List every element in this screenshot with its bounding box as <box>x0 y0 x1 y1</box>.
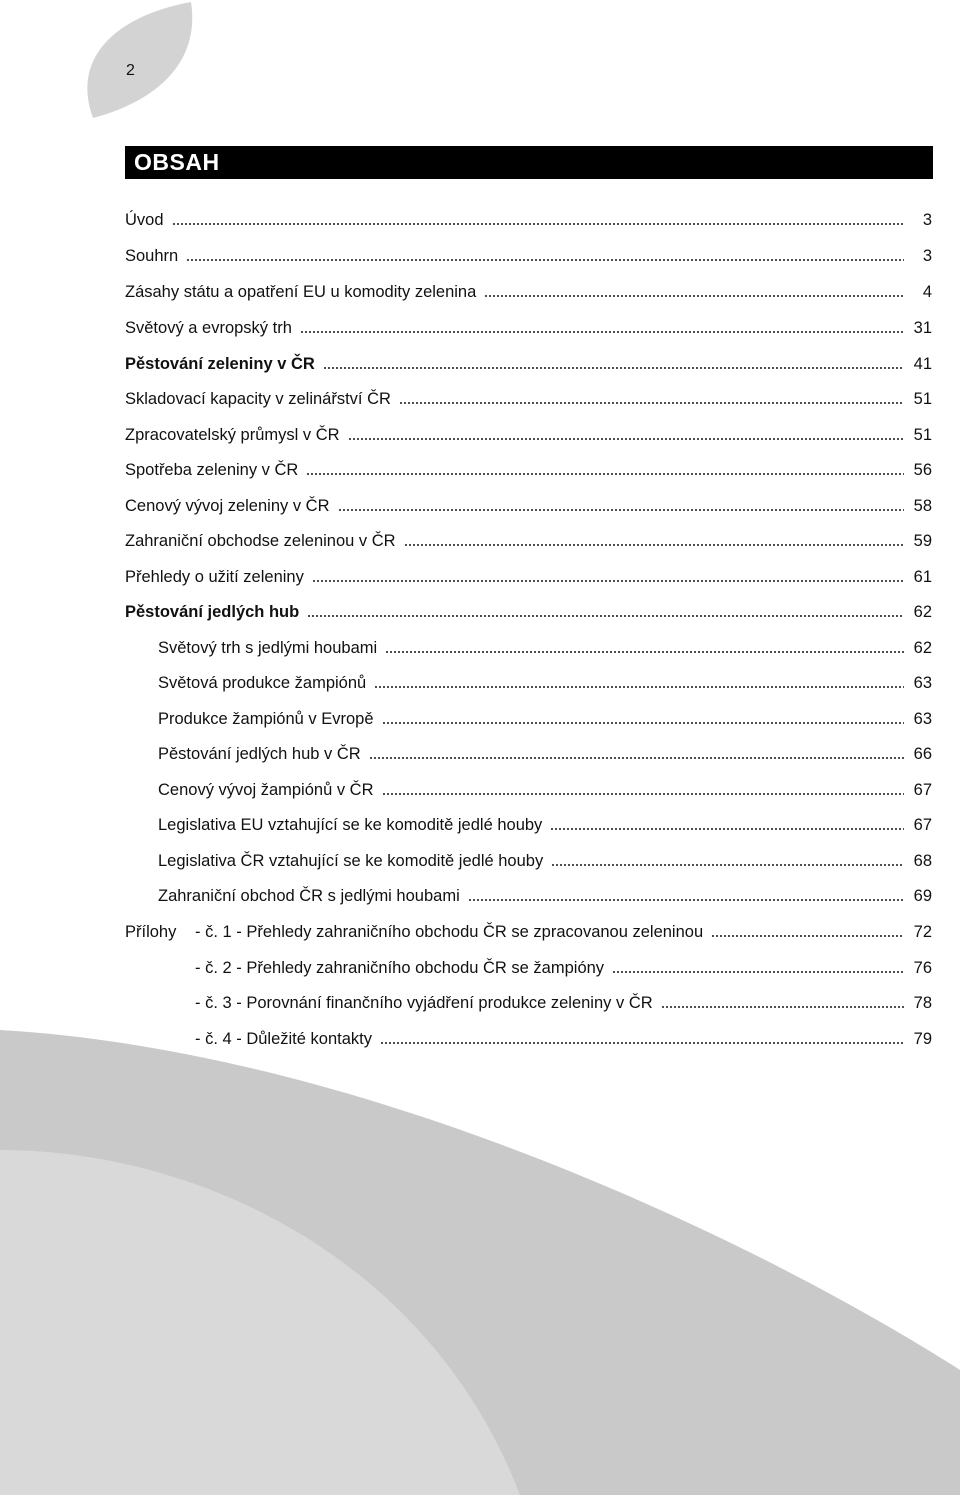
toc-entry-label: Světový trh s jedlými houbami <box>158 639 378 657</box>
toc-entry-label: - č. 2 - Přehledy zahraničního obchodu ČR se žampióny <box>195 959 605 977</box>
dot-leader <box>612 970 904 974</box>
page-number: 2 <box>126 62 135 79</box>
toc-subentry[interactable] <box>158 669 932 693</box>
dot-leader <box>551 863 904 867</box>
toc-entry-label: Zahraniční obchodse zeleninou v ČR <box>125 532 396 550</box>
toc-appendix-entry[interactable] <box>125 918 932 942</box>
toc-entry-label: Skladovací kapacity v zelinářství ČR <box>125 390 391 408</box>
toc-entry-label: Cenový vývoj žampiónů v ČR <box>158 781 374 799</box>
toc-entry-label: Přehledy o užití zeleniny <box>125 568 304 586</box>
toc-appendix-entry[interactable] <box>195 989 932 1013</box>
toc-entry[interactable] <box>125 206 932 230</box>
dot-leader <box>404 543 904 547</box>
toc-entry-label: Produkce žampiónů v Evropě <box>158 710 374 728</box>
toc-entry-page: 4 <box>922 283 932 301</box>
toc-entry[interactable] <box>125 278 932 302</box>
toc-entry-page: 79 <box>913 1030 932 1048</box>
toc-entry-chapter[interactable] <box>125 350 932 374</box>
toc-entry-label: Legislativa EU vztahující se ke komoditě jedlé houby <box>158 816 543 834</box>
dot-leader <box>348 437 904 441</box>
toc-entry-label: Zpracovatelský průmysl v ČR <box>125 426 340 444</box>
toc-entry-label: Zásahy státu a opatření EU u komodity zelenina <box>125 283 477 301</box>
dot-leader <box>338 508 905 512</box>
dot-leader <box>380 1041 904 1045</box>
toc-entry-page: 62 <box>913 603 932 621</box>
toc-subentry[interactable] <box>158 811 932 835</box>
dot-leader <box>484 294 904 298</box>
dot-leader <box>661 1005 904 1009</box>
toc-entry-chapter[interactable] <box>125 598 932 622</box>
toc-entry-page: 78 <box>913 994 932 1012</box>
toc-entry-page: 3 <box>922 247 932 265</box>
toc-entry-page: 76 <box>913 959 932 977</box>
appendix-label: Přílohy <box>125 923 177 941</box>
toc-subentry[interactable] <box>158 847 932 871</box>
toc-entry[interactable] <box>125 314 932 338</box>
dot-leader <box>186 258 904 262</box>
toc-entry[interactable] <box>125 242 932 266</box>
toc-entry-page: 66 <box>913 745 932 763</box>
toc-entry-page: 68 <box>913 852 932 870</box>
toc-entry[interactable] <box>125 527 932 551</box>
toc-entry-label: - č. 3 - Porovnání finančního vyjádření produkce zeleniny v ČR <box>195 994 653 1012</box>
dot-leader <box>382 721 904 725</box>
toc-entry-page: 56 <box>913 461 932 479</box>
toc-subentry[interactable] <box>158 634 932 658</box>
section-title: OBSAH <box>134 149 220 175</box>
toc-entry-label: - č. 4 - Důležité kontakty <box>195 1030 372 1048</box>
toc-entry[interactable] <box>125 492 932 516</box>
dot-leader <box>369 756 904 760</box>
toc-entry-page: 41 <box>913 355 932 373</box>
toc-entry-page: 31 <box>913 319 932 337</box>
toc-entry-label: - č. 1 - Přehledy zahraničního obchodu ČR se zpracovanou zeleninou <box>195 923 704 941</box>
toc-entry-label: Spotřeba zeleniny v ČR <box>125 461 299 479</box>
toc-entry-label: Světový a evropský trh <box>125 319 292 337</box>
dot-leader <box>711 934 904 938</box>
dot-leader <box>312 579 904 583</box>
toc-entry-label: Úvod <box>125 211 164 229</box>
toc-entry[interactable] <box>125 563 932 587</box>
toc-entry-page: 3 <box>922 211 932 229</box>
dot-leader <box>468 898 904 902</box>
toc-entry[interactable] <box>125 421 932 445</box>
toc-entry-page: 61 <box>913 568 932 586</box>
toc-entry[interactable] <box>125 456 932 480</box>
toc-entry-page: 63 <box>913 710 932 728</box>
toc-entry-page: 51 <box>913 390 932 408</box>
toc-entry-label: Světová produkce žampiónů <box>158 674 367 692</box>
toc-entry-page: 58 <box>913 497 932 515</box>
toc-entry-page: 62 <box>913 639 932 657</box>
toc-subentry[interactable] <box>158 776 932 800</box>
toc-entry-label: Souhrn <box>125 247 179 265</box>
toc-entry-page: 59 <box>913 532 932 550</box>
dot-leader <box>374 685 904 689</box>
leaf-decoration <box>87 2 192 118</box>
dot-leader <box>399 401 904 405</box>
dot-leader <box>300 330 904 334</box>
toc-entry-page: 63 <box>913 674 932 692</box>
dot-leader <box>172 222 904 226</box>
dot-leader <box>385 650 904 654</box>
dot-leader <box>307 614 904 618</box>
dot-leader <box>382 792 905 796</box>
toc-entry-label: Pěstování jedlých hub v ČR <box>158 745 361 763</box>
section-title-bar <box>125 146 933 179</box>
toc-entry[interactable] <box>125 385 932 409</box>
toc-entry-page: 69 <box>913 887 932 905</box>
toc-entry-label: Cenový vývoj zeleniny v ČR <box>125 497 330 515</box>
toc-appendix-entry[interactable] <box>195 954 932 978</box>
dot-leader <box>550 827 904 831</box>
toc-entry-label: Legislativa ČR vztahující se ke komoditě jedlé houby <box>158 852 544 870</box>
toc-entry-label: Pěstování zeleniny v ČR <box>125 355 315 373</box>
toc-entry-label: Zahraniční obchod ČR s jedlými houbami <box>158 887 460 905</box>
toc-subentry[interactable] <box>158 740 932 764</box>
toc-entry-page: 51 <box>913 426 932 444</box>
toc-subentry[interactable] <box>158 882 932 906</box>
toc-entry-label: Pěstování jedlých hub <box>125 603 300 621</box>
toc-entry-page: 67 <box>913 816 932 834</box>
dot-leader <box>323 366 904 370</box>
toc-entry-page: 67 <box>913 781 932 799</box>
dot-leader <box>306 472 904 476</box>
toc-subentry[interactable] <box>158 705 932 729</box>
toc-entry-page: 72 <box>913 923 932 941</box>
toc-appendix-entry[interactable] <box>195 1025 932 1049</box>
